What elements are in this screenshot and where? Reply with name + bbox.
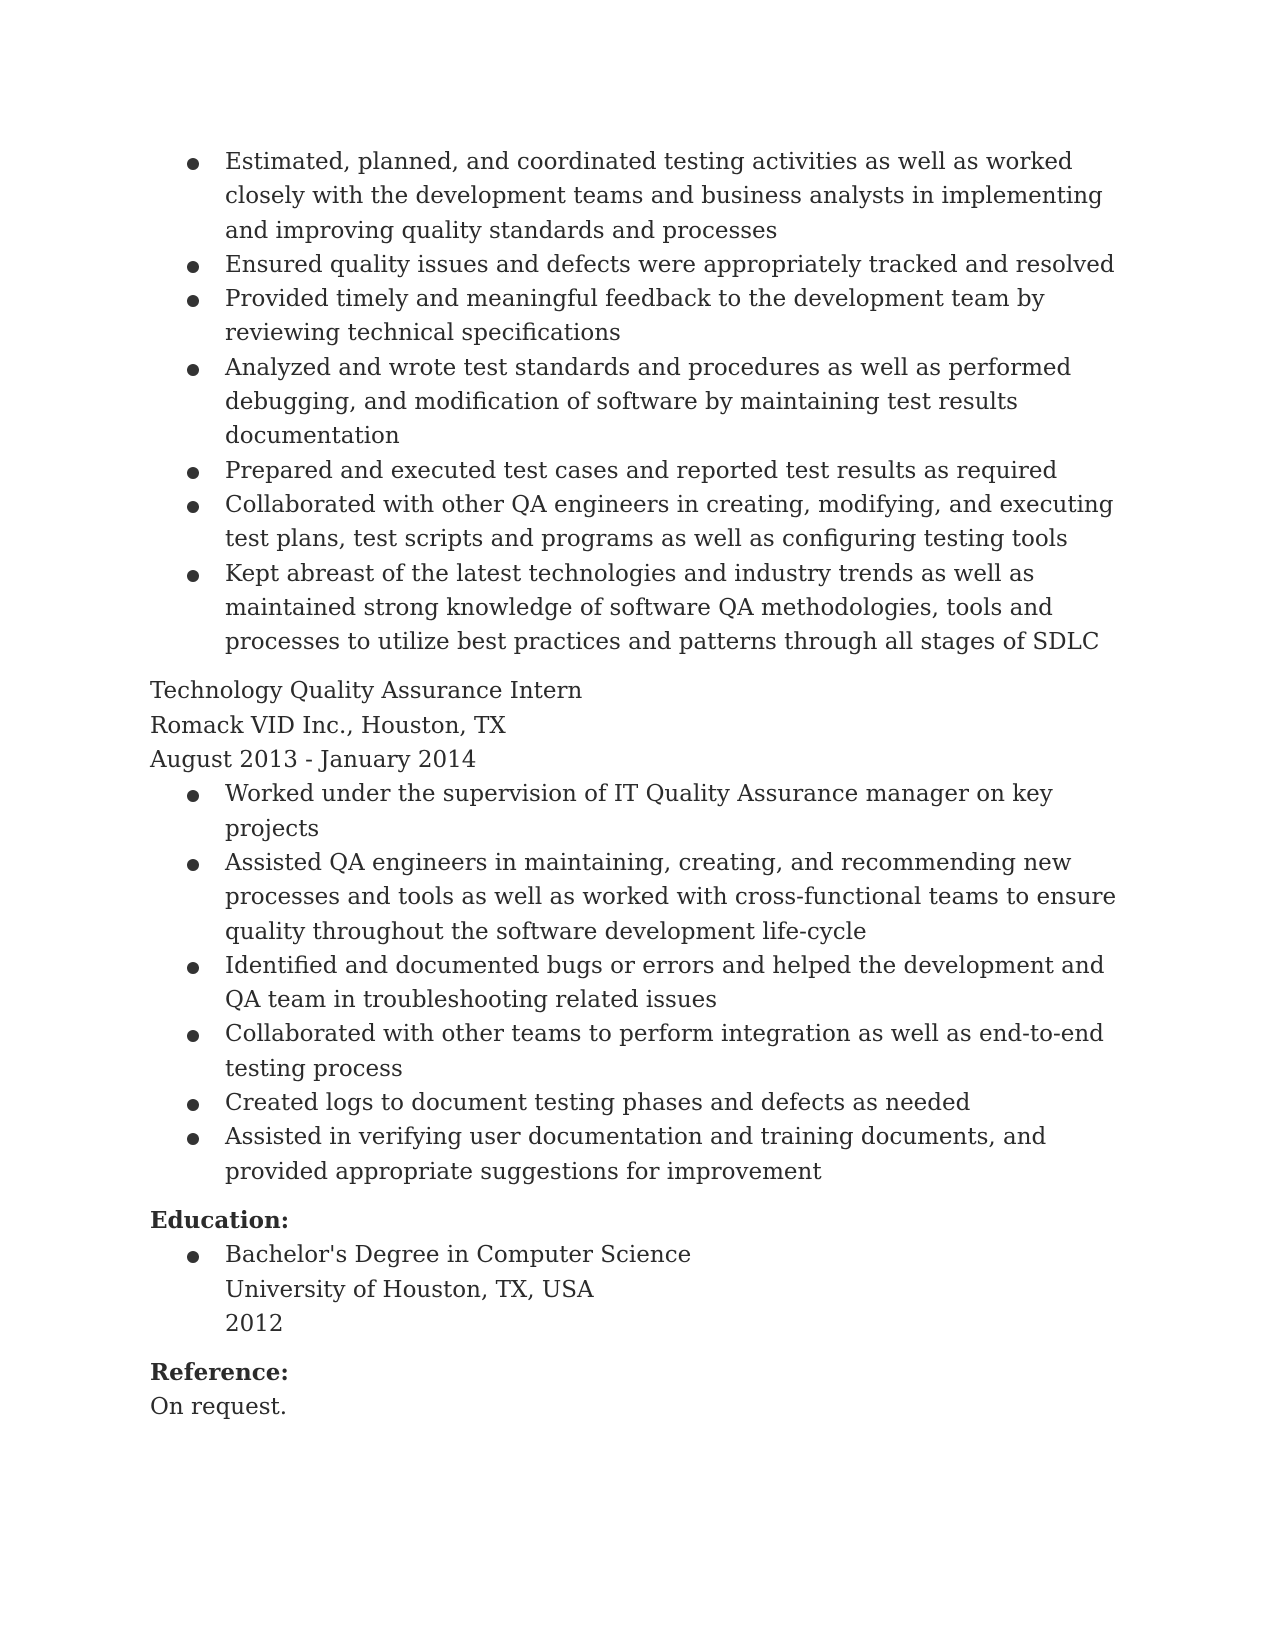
list-item (150, 1238, 1130, 1341)
list-item (150, 351, 1130, 454)
bullet-text: Assisted in verifying user documentation and training documents, and provided appropriate suggestions for improvement (225, 1124, 1047, 1185)
bullet-icon (187, 467, 199, 479)
job-title: Technology Quality Assurance Intern (150, 678, 583, 705)
list-item (150, 557, 1130, 660)
list-item (150, 248, 1130, 282)
bullet-text: Estimated, planned, and coordinated testing activities as well as worked closely with the development teams and business analysts in implementing and improving quality standards and processes (225, 149, 1103, 244)
list-item (150, 282, 1130, 351)
list-item (150, 454, 1130, 488)
bullet-text: Collaborated with other teams to perform integration as well as end-to-end testing process (225, 1021, 1104, 1082)
education-list (150, 1238, 1130, 1341)
bullet-text: Worked under the supervision of IT Quality Assurance manager on key projects (225, 781, 1053, 842)
bullet-icon (187, 1030, 199, 1042)
job-company: Romack VID Inc., Houston, TX (150, 712, 506, 739)
list-item (150, 949, 1130, 1018)
bullet-text: Created logs to document testing phases and defects as needed (225, 1090, 971, 1117)
bullet-text: Collaborated with other QA engineers in creating, modifying, and executing test plans, test scripts and programs as well as configuring testing tools (225, 491, 1114, 553)
list-item (150, 846, 1130, 949)
job-entry-intern (150, 674, 1130, 1188)
bullet-icon (187, 570, 199, 582)
bullet-icon (187, 295, 199, 307)
job-dates: August 2013 - January 2014 (150, 747, 477, 774)
reference-heading: Reference: (150, 1359, 289, 1387)
list-item (150, 1017, 1130, 1086)
bullet-text: Analyzed and wrote test standards and procedures as well as performed debugging, and modification of software by maintaining test results documentation (225, 354, 1072, 450)
reference-section (150, 1356, 1130, 1425)
bullet-icon (187, 859, 199, 871)
education-heading: Education: (150, 1206, 290, 1234)
bullet-icon (187, 790, 199, 802)
reference-text: On request. (150, 1394, 288, 1421)
bullet-text: Assisted QA engineers in maintaining, creating, and recommending new processes and tools as well as worked with cross-functional teams to ensure quality throughout the software development life-cycle (225, 849, 1117, 945)
job2-bullet-list (150, 777, 1130, 1189)
list-item (150, 777, 1130, 846)
education-section (150, 1204, 1130, 1341)
bullet-text: Ensured quality issues and defects were appropriately tracked and resolved (225, 251, 1115, 278)
education-year: 2012 (225, 1310, 284, 1337)
bullet-icon (187, 1133, 199, 1145)
bullet-icon (187, 364, 199, 376)
bullet-icon (187, 501, 199, 513)
bullet-icon (187, 1099, 199, 1111)
list-item (150, 1120, 1130, 1189)
education-school: University of Houston, TX, USA (225, 1276, 594, 1303)
list-item (150, 145, 1130, 248)
resume-page (150, 145, 1130, 1425)
bullet-icon (187, 962, 199, 974)
bullet-icon (187, 1251, 199, 1263)
job1-bullet-list (150, 145, 1130, 659)
bullet-text: Kept abreast of the latest technologies and industry trends as well as maintained strong knowledge of software QA methodologies, tools and processes to utilize best practices and patterns through all stages of SDLC (225, 560, 1100, 656)
bullet-text: Provided timely and meaningful feedback to the development team by reviewing technical specifications (225, 286, 1045, 347)
bullet-text: Identified and documented bugs or errors and helped the development and QA team in troubleshooting related issues (225, 952, 1105, 1014)
bullet-text: Prepared and executed test cases and reported test results as required (225, 457, 1058, 484)
list-item (150, 1086, 1130, 1120)
bullet-icon (187, 261, 199, 273)
education-degree: Bachelor's Degree in Computer Science (225, 1242, 692, 1269)
bullet-icon (187, 158, 199, 170)
list-item (150, 488, 1130, 557)
